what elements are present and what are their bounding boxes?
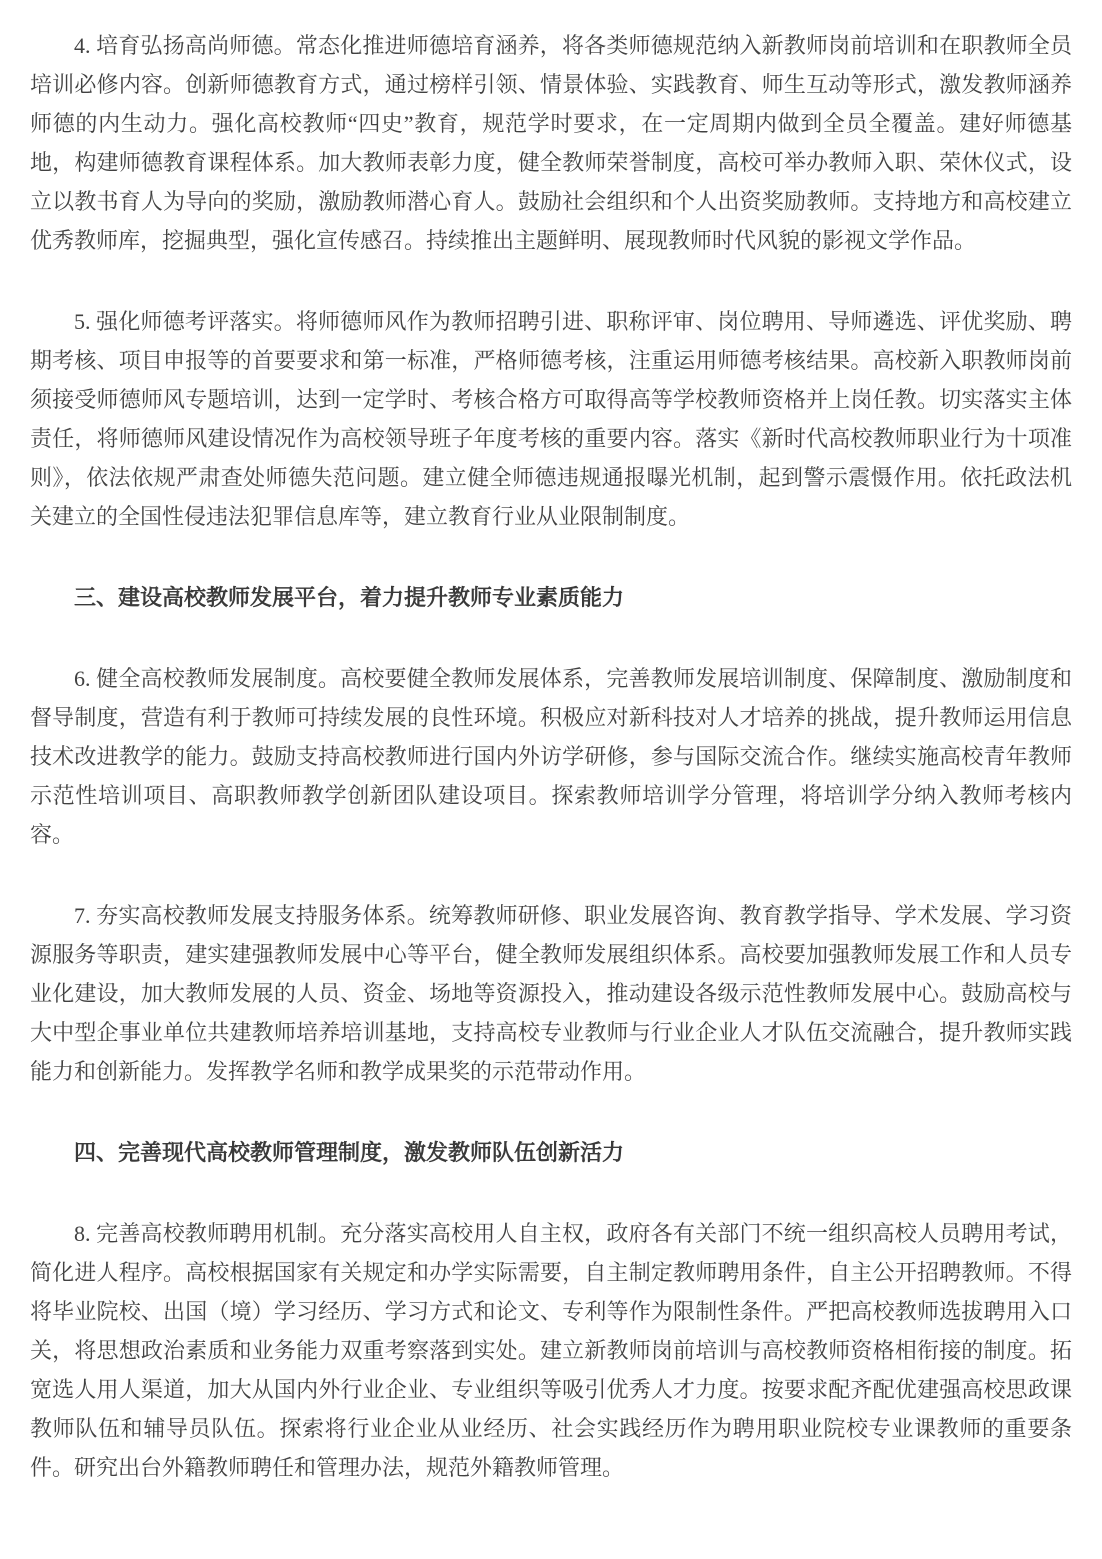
section-heading-three: 三、建设高校教师发展平台，着力提升教师专业素质能力 (74, 585, 625, 610)
paragraph-item-4: 4. 培育弘扬高尚师德。常态化推进师德培育涵养，将各类师德规范纳入新教师岗前培训和在职教师全员培训必修内容。创新师德教育方式，通过榜样引领、情景体验、实践教育、师生互动等形式，激发教师涵养师德的内生动力。强化高校教师“四史”教育，规范学时要求，在一定周期内做到全员全覆盖。建好师德基地，构建师德教育课程体系。加大教师表彰力度，健全教师荣誉制度，高校可举办教师入职、荣休仪式，设立以教书育人为导向的奖励，激励教师潜心育人。鼓励社会组织和个人出资奖励教师。支持地方和高校建立优秀教师库，挖掘典型，强化宣传感召。持续推出主题鲜明、展现教师时代风貌的影视文学作品。 (30, 33, 1072, 253)
paragraph-item-6: 6. 健全高校教师发展制度。高校要健全教师发展体系，完善教师发展培训制度、保障制度、激励制度和督导制度，营造有利于教师可持续发展的良性环境。积极应对新科技对人才培养的挑战，提升教师运用信息技术改进教学的能力。鼓励支持高校教师进行国内外访学研修，参与国际交流合作。继续实施高校青年教师示范性培训项目、高职教师教学创新团队建设项目。探索教师培训学分管理，将培训学分纳入教师考核内容。 (30, 666, 1072, 847)
section-heading-four: 四、完善现代高校教师管理制度，激发教师队伍创新活力 (74, 1140, 625, 1165)
paragraph-item-7: 7. 夯实高校教师发展支持服务体系。统筹教师研修、职业发展咨询、教育教学指导、学术发展、学习资源服务等职责，建实建强教师发展中心等平台，健全教师发展组织体系。高校要加强教师发展工作和人员专业化建设，加大教师发展的人员、资金、场地等资源投入，推动建设各级示范性教师发展中心。鼓励高校与大中型企事业单位共建教师培养培训基地，支持高校专业教师与行业企业人才队伍交流融合，提升教师实践能力和创新能力。发挥教学名师和教学成果奖的示范带动作用。 (30, 903, 1072, 1084)
paragraph-item-5: 5. 强化师德考评落实。将师德师风作为教师招聘引进、职称评审、岗位聘用、导师遴选、评优奖励、聘期考核、项目申报等的首要要求和第一标准，严格师德考核，注重运用师德考核结果。高校新入职教师岗前须接受师德师风专题培训，达到一定学时、考核合格方可取得高等学校教师资格并上岗任教。切实落实主体责任，将师德师风建设情况作为高校领导班子年度考核的重要内容。落实《新时代高校教师职业行为十项准则》，依法依规严肃查处师德失范问题。建立健全师德违规通报曝光机制，起到警示震慑作用。依托政法机关建立的全国性侵违法犯罪信息库等，建立教育行业从业限制制度。 (30, 309, 1072, 529)
paragraph-item-8: 8. 完善高校教师聘用机制。充分落实高校用人自主权，政府各有关部门不统一组织高校人员聘用考试，简化进人程序。高校根据国家有关规定和办学实际需要，自主制定教师聘用条件，自主公开招聘教师。不得将毕业院校、出国（境）学习经历、学习方式和论文、专利等作为限制性条件。严把高校教师选拔聘用入口关，将思想政治素质和业务能力双重考察落到实处。建立新教师岗前培训与高校教师资格相衔接的制度。拓宽选人用人渠道，加大从国内外行业企业、专业组织等吸引优秀人才力度。按要求配齐配优建强高校思政课教师队伍和辅导员队伍。探索将行业企业从业经历、社会实践经历作为聘用职业院校专业课教师的重要条件。研究出台外籍教师聘任和管理办法，规范外籍教师管理。 (30, 1221, 1072, 1480)
